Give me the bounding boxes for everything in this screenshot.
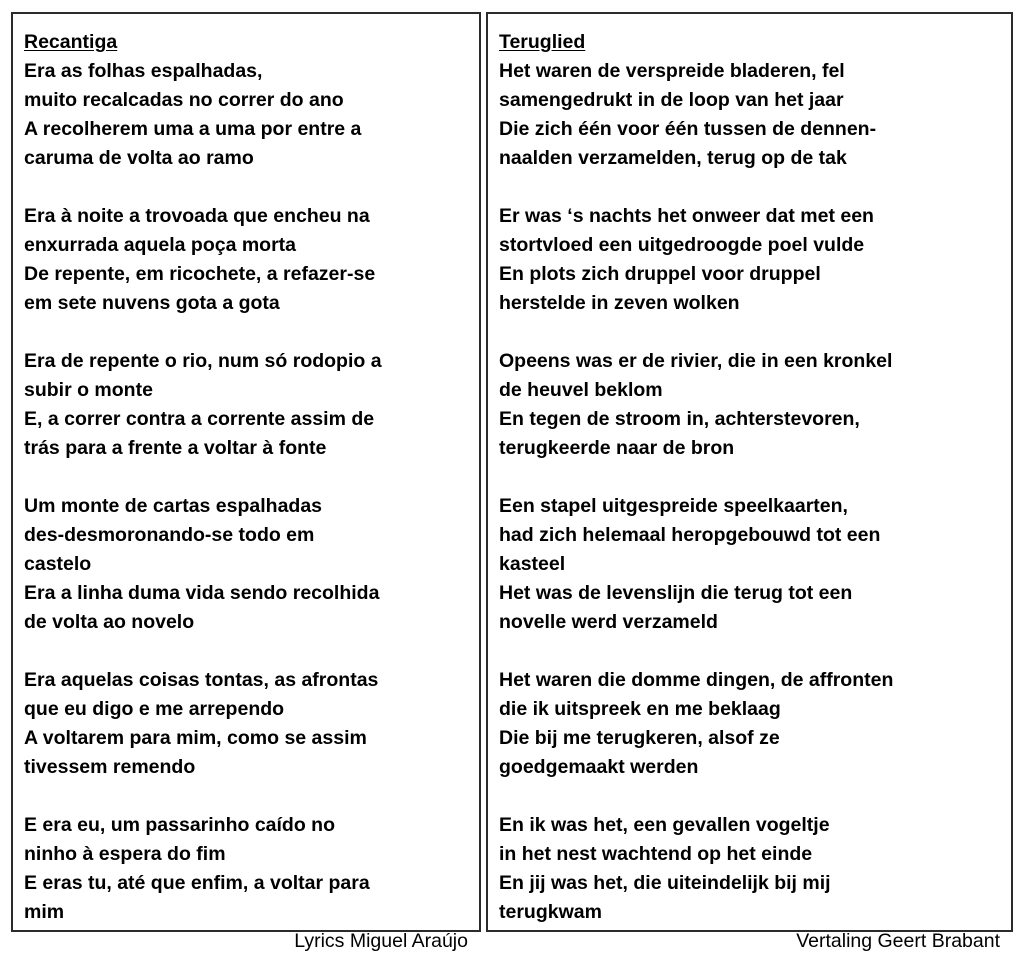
lyrics-columns xyxy=(11,12,1013,952)
lyric-line: tivessem remendo xyxy=(24,756,196,778)
lyric-line: had zich helemaal heropgebouwd tot een xyxy=(499,524,881,546)
lyric-line: Opeens was er de rivier, die in een kronkel xyxy=(499,350,893,372)
stanza xyxy=(24,666,471,782)
stanza xyxy=(499,811,1003,927)
lyric-line: Die bij me terugkeren, alsof ze xyxy=(499,727,780,749)
lyric-line: A recolherem uma a uma por entre a xyxy=(24,118,362,140)
lyric-line: En tegen de stroom in, achterstevoren, xyxy=(499,408,860,430)
lyric-line: Een stapel uitgespreide speelkaarten, xyxy=(499,495,848,517)
stanza-list-original xyxy=(24,57,471,927)
lyrics-column-translation xyxy=(486,12,1013,952)
lyric-line: mim xyxy=(24,901,65,923)
lyric-line: in het nest wachtend op het einde xyxy=(499,843,813,865)
lyric-line: terugkwam xyxy=(499,901,602,923)
lyric-line: ninho à espera do fim xyxy=(24,843,226,865)
lyric-line: castelo xyxy=(24,553,92,575)
lyric-line: enxurrada aquela poça morta xyxy=(24,234,297,256)
lyric-line: Era a linha duma vida sendo recolhida xyxy=(24,582,380,604)
lyrics-column-original xyxy=(11,12,481,952)
lyric-line: trás para a frente a voltar à fonte xyxy=(24,437,327,459)
lyric-line: novelle werd verzameld xyxy=(499,611,718,633)
lyric-line: Het was de levenslijn die terug tot een xyxy=(499,582,853,604)
lyric-line: muito recalcadas no correr do ano xyxy=(24,89,344,111)
lyric-line: Er was ‘s nachts het onweer dat met een xyxy=(499,205,874,227)
lyric-line: E era eu, um passarinho caído no xyxy=(24,814,336,836)
stanza xyxy=(24,57,471,173)
stanza xyxy=(24,811,471,927)
lyric-line: Um monte de cartas espalhadas xyxy=(24,495,323,517)
stanza xyxy=(499,666,1003,782)
attribution-original: Lyrics Miguel Araújo xyxy=(294,930,468,952)
lyric-line: de volta ao novelo xyxy=(24,611,195,633)
lyric-line: De repente, em ricochete, a refazer-se xyxy=(24,263,376,285)
lyric-line: E, a correr contra a corrente assim de xyxy=(24,408,375,430)
lyric-line: samengedrukt in de loop van het jaar xyxy=(499,89,844,111)
stanza xyxy=(24,492,471,637)
lyric-line: E eras tu, até que enfim, a voltar para xyxy=(24,872,370,894)
lyric-line: stortvloed een uitgedroogde poel vulde xyxy=(499,234,865,256)
attribution-translation: Vertaling Geert Brabant xyxy=(796,930,1000,952)
lyric-line: em sete nuvens gota a gota xyxy=(24,292,280,314)
lyric-line: A voltarem para mim, como se assim xyxy=(24,727,367,749)
lyric-line: Het waren die domme dingen, de affronten xyxy=(499,669,894,691)
stanza xyxy=(24,347,471,463)
stanza xyxy=(499,492,1003,637)
lyric-line: Era de repente o rio, num só rodopio a xyxy=(24,350,382,372)
lyric-line: subir o monte xyxy=(24,379,153,401)
lyric-line: naalden verzamelden, terug op de tak xyxy=(499,147,847,169)
lyric-line: Die zich één voor één tussen de dennen- xyxy=(499,118,877,140)
lyric-line: de heuvel beklom xyxy=(499,379,663,401)
poem-title-original: Recantiga xyxy=(24,31,118,53)
lyric-line: goedgemaakt werden xyxy=(499,756,699,778)
stanza xyxy=(499,347,1003,463)
lyric-line: kasteel xyxy=(499,553,566,575)
lyric-line: que eu digo e me arrependo xyxy=(24,698,285,720)
lyric-line: Era aquelas coisas tontas, as afrontas xyxy=(24,669,379,691)
lyric-line: Era as folhas espalhadas, xyxy=(24,60,263,82)
lyrics-column-original-body xyxy=(13,14,479,956)
lyric-line: die ik uitspreek en me beklaag xyxy=(499,698,781,720)
stanza xyxy=(499,57,1003,173)
stanza-list-translation xyxy=(499,57,1003,927)
lyric-line: Het waren de verspreide bladeren, fel xyxy=(499,60,845,82)
lyric-line: herstelde in zeven wolken xyxy=(499,292,740,314)
lyric-line: Era à noite a trovoada que encheu na xyxy=(24,205,370,227)
lyric-line: En ik was het, een gevallen vogeltje xyxy=(499,814,830,836)
lyric-line: caruma de volta ao ramo xyxy=(24,147,254,169)
stanza xyxy=(499,202,1003,318)
lyrics-column-translation-body xyxy=(488,14,1011,956)
lyric-line: des-desmoronando-se todo em xyxy=(24,524,315,546)
lyric-line: En plots zich druppel voor druppel xyxy=(499,263,821,285)
poem-title-translation: Teruglied xyxy=(499,31,586,53)
stanza xyxy=(24,202,471,318)
lyric-line: En jij was het, die uiteindelijk bij mij xyxy=(499,872,831,894)
lyric-line: terugkeerde naar de bron xyxy=(499,437,735,459)
